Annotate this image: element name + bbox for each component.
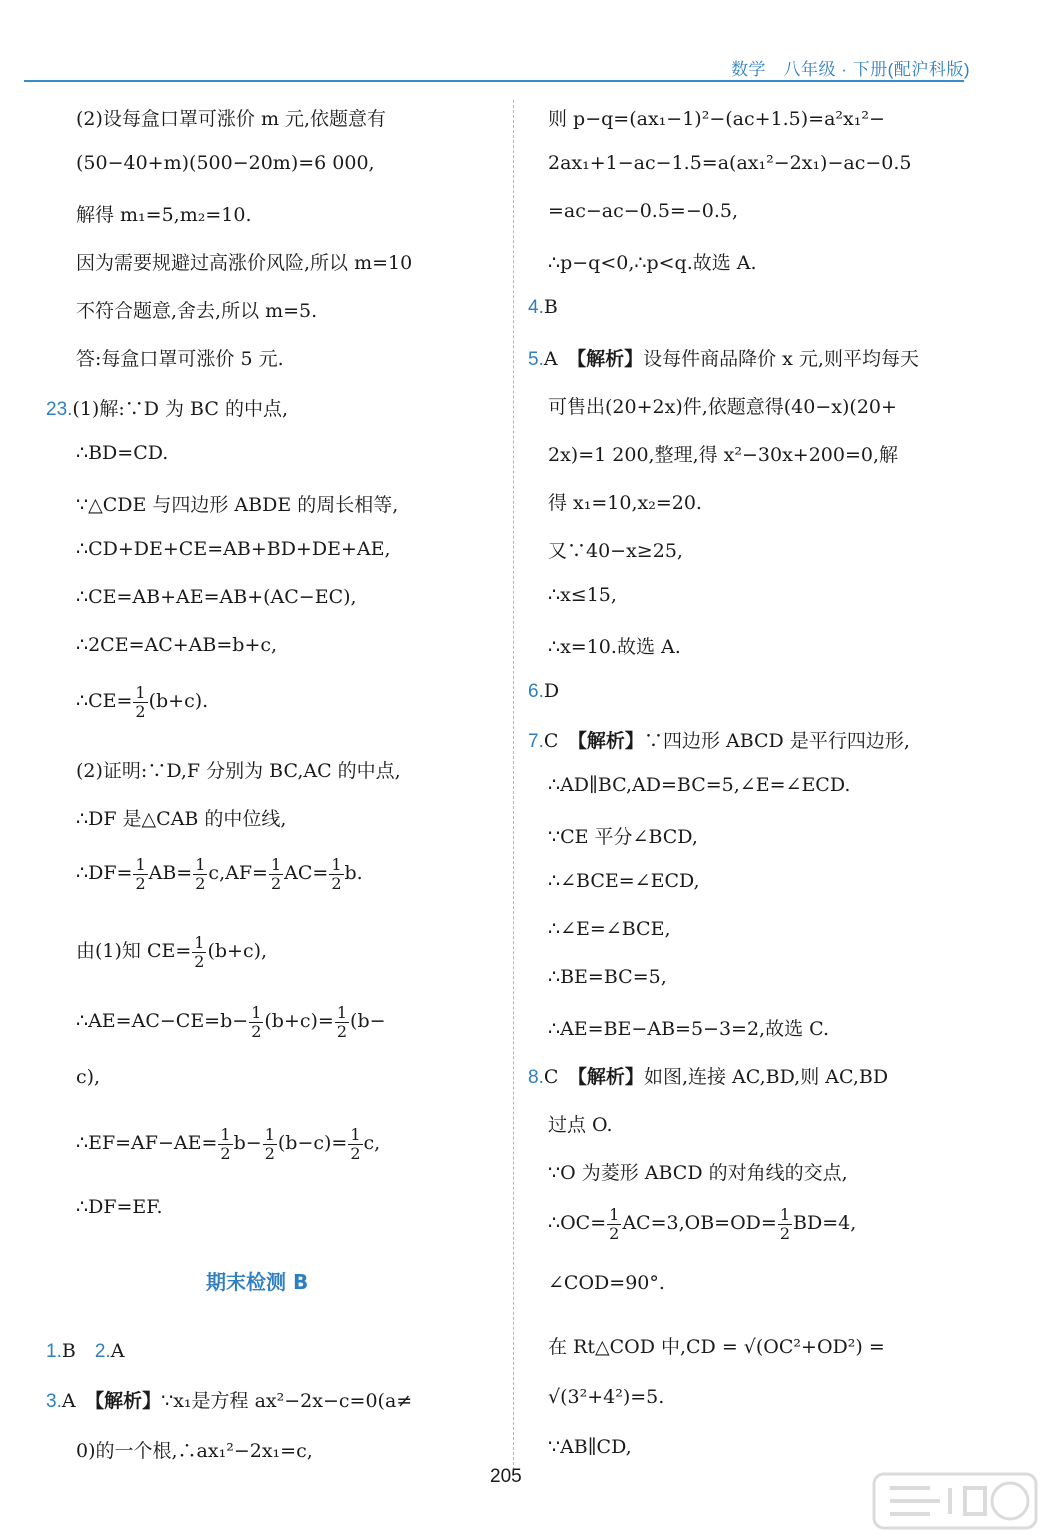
column-divider: [513, 100, 514, 1470]
text-line: [528, 584, 617, 606]
text-line: [528, 296, 558, 319]
line-text: ∵AB∥CD,: [548, 1436, 632, 1458]
question-number: 23.: [46, 399, 73, 420]
line-text: ∴DF 是△CAB 的中位线,: [76, 808, 287, 830]
line-text: ∵CE 平分∠BCD,: [548, 826, 698, 848]
text-line: [528, 392, 897, 419]
text-line: [46, 684, 208, 720]
math-text: ∴OC=: [548, 1212, 607, 1235]
math-text: b−: [233, 1132, 262, 1155]
text-line: [46, 1386, 412, 1413]
line-text: c),: [76, 1066, 101, 1088]
line-text: ∴CD+DE+CE=AB+BD+DE+AE,: [76, 538, 391, 560]
question-number: 5.: [528, 349, 544, 370]
fraction: [133, 684, 147, 720]
line-text: ∴AD∥BC,AD=BC=5,∠E=∠ECD.: [548, 774, 851, 796]
answer-text: B: [543, 296, 558, 318]
text-line: [528, 1332, 885, 1359]
fraction-denominator: 2: [194, 951, 205, 971]
text-line: [46, 856, 363, 892]
fraction-denominator: 2: [264, 1143, 275, 1163]
text-line: [528, 1436, 632, 1458]
fraction: [218, 1126, 232, 1162]
text-line: [528, 1272, 665, 1294]
text-line: [528, 1062, 888, 1089]
fraction-numerator: 1: [336, 1003, 348, 1022]
page-number: 205: [490, 1466, 522, 1487]
fraction-denominator: 2: [270, 873, 282, 893]
math-text: c,: [363, 1132, 381, 1155]
math-text: (b−: [350, 1010, 386, 1033]
fraction: [263, 1126, 277, 1162]
line-text: ∴∠BCE=∠ECD,: [548, 870, 700, 892]
fraction-numerator: 1: [220, 1125, 231, 1144]
math-text: ∴AE=AC−CE=b−: [76, 1010, 249, 1033]
text-line: [528, 440, 898, 467]
line-text: (2)证明:∵D,F 分别为 BC,AC 的中点,: [76, 760, 401, 782]
text-line: [528, 248, 757, 275]
math-text: b.: [344, 862, 363, 885]
line-text: (2)设每盒口罩可涨价 m 元,依题意有: [76, 108, 387, 130]
fraction: [192, 934, 206, 970]
answer-text: C: [543, 730, 559, 752]
text-line: [46, 344, 284, 371]
text-line: [46, 634, 277, 656]
fraction-numerator: 1: [135, 855, 146, 874]
math-text: (b−c)=: [277, 1132, 348, 1155]
text-line: [528, 1014, 829, 1041]
line-text: ∴x≤15,: [548, 584, 617, 606]
line-text: =ac−ac−0.5=−0.5,: [548, 200, 739, 222]
fraction-denominator: 2: [135, 701, 146, 721]
text-line: [528, 870, 700, 892]
text-line: [46, 756, 401, 783]
fraction: [607, 1206, 621, 1242]
line-text: (50−40+m)(500−20m)=6 000,: [76, 152, 375, 174]
question-number: 4.: [528, 297, 544, 318]
fraction: [348, 1126, 362, 1162]
line-text: 可售出(20+2x)件,依题意得(40−x)(20+: [548, 396, 897, 418]
text-line: [46, 1336, 143, 1363]
fraction-numerator: 1: [779, 1205, 790, 1224]
line-text: ∴DF=EF.: [76, 1196, 163, 1218]
analysis-text: 设每件商品降价 x 元,则平均每天: [643, 348, 919, 370]
analysis-tag: 【解析】: [577, 1066, 644, 1088]
text-line: [46, 200, 252, 227]
fraction: [193, 856, 207, 892]
math-text: (b+c).: [148, 690, 209, 713]
fraction-denominator: 2: [609, 1223, 620, 1243]
line-text: ∵O 为菱形 ABCD 的对角线的交点,: [548, 1162, 848, 1184]
section-title: 期末检测 B: [206, 1270, 309, 1294]
fraction-numerator: 1: [270, 855, 282, 874]
text-line: [528, 1158, 848, 1185]
text-line: [528, 680, 559, 703]
text-line: [528, 1110, 613, 1137]
line-text: 在 Rt△COD 中,CD = √(OC²+OD²) =: [548, 1336, 885, 1358]
math-text: (b+c)=: [264, 1010, 334, 1033]
fraction: [269, 856, 283, 892]
question-number: 1.: [46, 1341, 62, 1362]
math-text: AB=: [148, 862, 193, 885]
fraction-denominator: 2: [336, 1021, 348, 1041]
math-text: ∴EF=AF−AE=: [76, 1132, 218, 1155]
text-line: [46, 1066, 100, 1088]
fraction-denominator: 2: [251, 1021, 262, 1041]
question-number: 3.: [46, 1391, 62, 1412]
text-line: [528, 822, 698, 849]
text-line: [528, 152, 912, 174]
text-line: [46, 152, 375, 174]
text-line: [46, 804, 286, 831]
line-text: ∵△CDE 与四边形 ABDE 的周长相等,: [76, 494, 399, 516]
analysis-text: ∵四边形 ABCD 是平行四边形,: [643, 730, 910, 752]
text-line: [528, 966, 667, 988]
text-line: [528, 344, 919, 371]
analysis-tag: 【解析】: [576, 348, 644, 370]
analysis-text: ∵x₁是方程 ax²−2x−c=0(a≠: [161, 1390, 413, 1412]
line-text: 解得 m₁=5,m₂=10.: [76, 204, 252, 226]
text-line: [46, 394, 288, 421]
answer-text: (1)解:∵D 为 BC 的中点,: [72, 398, 288, 420]
fraction-numerator: 1: [135, 683, 146, 702]
text-line: [46, 538, 391, 560]
text-line: [528, 1206, 856, 1242]
question-number: 6.: [528, 681, 544, 702]
text-line: [528, 488, 702, 515]
line-text: ∴CE=AB+AE=AB+(AC−EC),: [76, 586, 357, 608]
fraction-numerator: 1: [350, 1125, 361, 1144]
line-text: 因为需要规避过高涨价风险,所以 m=10: [76, 252, 413, 274]
text-line: [528, 200, 738, 222]
text-line: [46, 934, 267, 970]
answer-text: B: [61, 1340, 76, 1362]
text-line: [46, 442, 168, 464]
question-number: 2.: [94, 1341, 111, 1362]
fraction-denominator: 2: [779, 1223, 790, 1243]
fraction: [249, 1004, 263, 1040]
math-text: (b+c),: [207, 940, 268, 963]
line-text: 不符合题意,舍去,所以 m=5.: [76, 300, 318, 322]
line-text: 则 p−q=(ax₁−1)²−(ac+1.5)=a²x₁²−: [548, 108, 885, 130]
line-text: 得 x₁=10,x₂=20.: [548, 492, 702, 514]
text-line: [528, 918, 670, 940]
page-header: 数学 八年级 · 下册(配沪科版): [731, 60, 970, 79]
text-line: [46, 1196, 163, 1218]
text-line: [46, 490, 398, 517]
fraction-denominator: 2: [331, 873, 342, 893]
answer-text: A: [543, 348, 558, 370]
fraction-numerator: 1: [251, 1003, 262, 1022]
line-text: ∴x=10.故选 A.: [548, 636, 681, 658]
answer-text: A: [110, 1340, 125, 1362]
math-text: ∴CE=: [76, 690, 133, 713]
math-text: 由(1)知 CE=: [76, 940, 192, 963]
question-number: 8.: [528, 1067, 544, 1088]
fraction-numerator: 1: [195, 855, 206, 874]
text-line: [528, 774, 850, 796]
text-line: [46, 104, 386, 131]
fraction: [335, 1004, 349, 1040]
line-text: ∴2CE=AC+AB=b+c,: [76, 634, 278, 656]
text-line: [46, 1126, 380, 1162]
fraction-denominator: 2: [350, 1143, 361, 1163]
fraction: [133, 856, 147, 892]
text-line: [46, 1436, 313, 1463]
text-line: [46, 586, 357, 608]
line-text: ∴BE=BC=5,: [548, 966, 667, 988]
fraction: [329, 856, 343, 892]
line-text: 2ax₁+1−ac−1.5=a(ax₁²−2x₁)−ac−0.5: [548, 152, 912, 174]
line-text: 又∵40−x≥25,: [548, 540, 683, 562]
fraction-numerator: 1: [609, 1205, 620, 1224]
text-line: [46, 296, 317, 323]
text-line: [528, 1386, 664, 1408]
math-text: BD=4,: [793, 1212, 857, 1235]
line-text: 过点 O.: [548, 1114, 613, 1136]
line-text: ∴BD=CD.: [76, 442, 169, 464]
fraction-denominator: 2: [220, 1143, 231, 1163]
line-text: ∠COD=90°.: [548, 1272, 665, 1294]
text-line: [528, 726, 910, 753]
fraction-denominator: 2: [135, 873, 146, 893]
math-text: ∴DF=: [76, 862, 133, 885]
math-text: AC=3,OB=OD=: [622, 1212, 777, 1235]
answer-text: C: [543, 1066, 559, 1088]
line-text: 答:每盒口罩可涨价 5 元.: [76, 348, 284, 370]
analysis-tag: 【解析】: [94, 1390, 162, 1412]
analysis-text: 如图,连接 AC,BD,则 AC,BD: [643, 1066, 889, 1088]
answer-text: D: [543, 680, 560, 702]
fraction-denominator: 2: [195, 873, 206, 893]
line-text: ∴∠E=∠BCE,: [548, 918, 671, 940]
fraction-numerator: 1: [264, 1125, 275, 1144]
line-text: ∴AE=BE−AB=5−3=2,故选 C.: [548, 1018, 830, 1040]
text-line: [46, 248, 412, 275]
answer-text: A: [61, 1390, 76, 1412]
fraction-numerator: 1: [194, 933, 205, 952]
text-line: [46, 1004, 386, 1040]
analysis-tag: 【解析】: [577, 730, 644, 752]
math-text: c,AF=: [208, 862, 268, 885]
math-text: AC=: [284, 862, 329, 885]
fraction: [778, 1206, 792, 1242]
line-text: 2x)=1 200,整理,得 x²−30x+200=0,解: [548, 444, 899, 466]
line-text: ∴p−q<0,∴p<q.故选 A.: [548, 252, 757, 274]
watermark-logo-icon: [870, 1470, 1040, 1532]
question-number: 7.: [528, 731, 544, 752]
text-line: [528, 536, 683, 563]
text-line: [528, 632, 681, 659]
fraction-numerator: 1: [331, 855, 342, 874]
text-line: [528, 104, 885, 131]
line-text: 0)的一个根,∴ax₁²−2x₁=c,: [76, 1440, 313, 1462]
header-rule: [24, 80, 964, 82]
line-text: √(3²+4²)=5.: [548, 1386, 665, 1408]
